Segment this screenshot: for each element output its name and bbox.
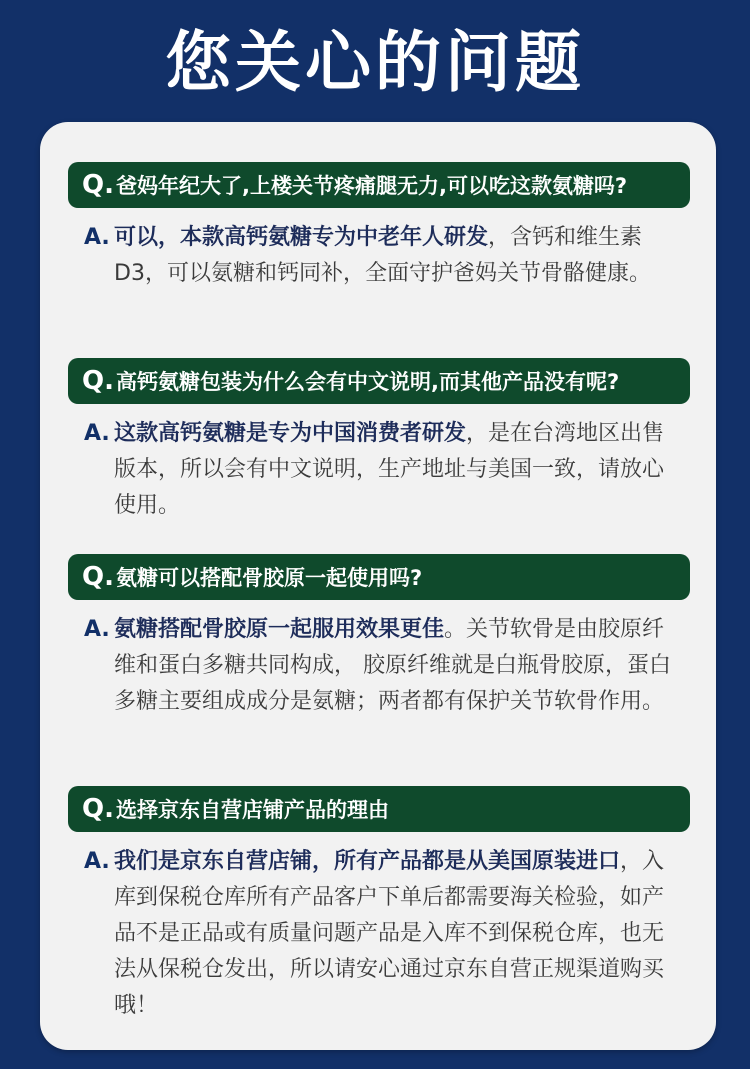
question-text: 氨糖可以搭配骨胶原一起使用吗? [115,566,423,590]
faq-answer-4 [84,844,684,1024]
question-prefix: Q. [82,170,114,200]
page-title: 您关心的问题 [165,24,585,101]
faq-answer-2 [84,416,684,524]
faq-question-1 [68,162,690,208]
faq-answer-1 [84,220,684,292]
answer-highlight: 我们是京东自营店铺，所有产品都是从美国原装进口 [114,849,621,874]
answer-highlight: 这款高钙氨糖是专为中国消费者研发 [114,421,467,446]
answer-highlight: 可以，本款高钙氨糖专为中老年人研发 [114,225,489,250]
question-text: 爸妈年纪大了,上楼关节疼痛腿无力,可以吃这款氨糖吗? [115,174,628,198]
answer-detail: ，是在台湾地区出售版本，所以会有中文说明，生产地址与美国一致，请放心使用。 [114,421,665,518]
question-text: 选择京东自营店铺产品的理由 [115,798,389,822]
question-text: 高钙氨糖包装为什么会有中文说明,而其他产品没有呢? [115,370,620,394]
answer-detail: 。关节软骨是由胶原纤维和蛋白多糖共同构成， 胶原纤维就是白瓶骨胶原，蛋白多糖主要组成成分是氨糖；两者都有保护关节软骨作用。 [114,617,671,714]
faq-question-4 [68,786,690,832]
answer-text [114,416,684,524]
faq-card [40,122,716,1050]
answer-text [114,220,684,292]
question-prefix: Q. [82,562,114,592]
faq-question-2 [68,358,690,404]
answer-prefix: A. [84,225,110,250]
faq-question-3 [68,554,690,600]
answer-prefix: A. [84,617,110,642]
answer-text [114,844,684,1024]
answer-detail: ，入库到保税仓库所有产品客户下单后都需要海关检验，如产品不是正品或有质量问题产品是入库不到保税仓库，也无法从保税仓发出，所以请安心通过京东自营正规渠道购买哦！ [114,849,665,1018]
answer-prefix: A. [84,849,110,874]
faq-answer-3 [84,612,684,720]
answer-prefix: A. [84,421,110,446]
answer-text [114,612,684,720]
question-prefix: Q. [82,794,114,824]
answer-highlight: 氨糖搭配骨胶原一起服用效果更佳 [114,617,445,642]
answer-detail: ，含钙和维生素D3，可以氨糖和钙同补，全面守护爸妈关节骨骼健康。 [114,225,651,286]
question-prefix: Q. [82,366,114,396]
